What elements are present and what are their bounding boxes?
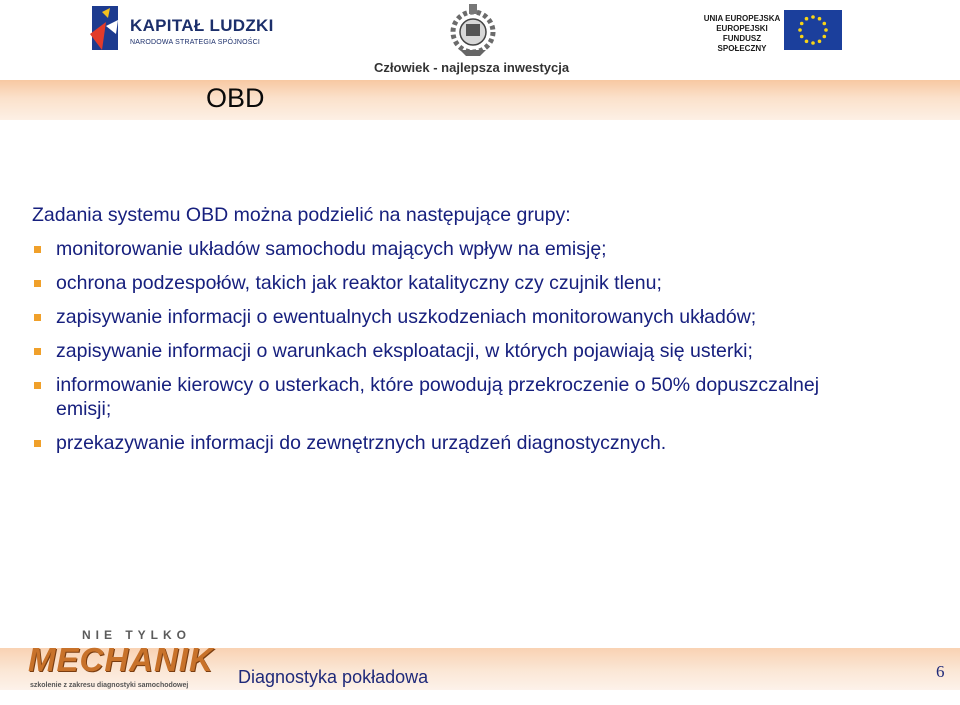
kapital-ludzki-emblem-icon — [88, 4, 124, 54]
list-item-text: przekazywanie informacji do zewnętrznych urządzeń diagnostycznych. — [56, 432, 667, 454]
list-item — [32, 373, 856, 421]
footer-title: Diagnostyka pokładowa — [238, 667, 429, 687]
list-item-text: monitorowanie układów samochodu mających wpływ na emisję; — [56, 238, 607, 260]
kapital-ludzki-logo — [88, 4, 274, 56]
list-item — [32, 431, 932, 455]
eu-line-1: UNIA EUROPEJSKA — [703, 14, 781, 23]
square-bullet-icon — [34, 280, 41, 287]
page-number: 6 — [936, 662, 945, 681]
list-item-text: ochrona podzespołów, takich jak reaktor katalityczny czy czujnik tlenu; — [56, 272, 662, 294]
list-item-text: zapisywanie informacji o ewentualnych uszkodzeniach monitorowanych układów; — [56, 306, 757, 328]
bullet-list — [32, 237, 932, 465]
square-bullet-icon — [34, 440, 41, 447]
slide-title: OBD — [206, 83, 265, 113]
square-bullet-icon — [34, 314, 41, 321]
square-bullet-icon — [34, 348, 41, 355]
intro-text: Zadania systemu OBD można podzielić na następujące grupy: — [32, 204, 571, 226]
list-item — [32, 339, 932, 363]
list-item-text: informowanie kierowcy o usterkach, które powodują przekroczenie o 50% dopuszczalnej emisji; — [56, 374, 820, 420]
logo-main-text: MECHANIK — [28, 641, 214, 678]
kapital-ludzki-subtitle: NARODOWA STRATEGIA SPÓJNOŚCI — [130, 39, 261, 46]
square-bullet-icon — [34, 382, 41, 389]
list-item — [32, 271, 932, 295]
logo-top-text: NIE TYLKO — [82, 628, 192, 642]
list-item — [32, 305, 932, 329]
list-item-text: zapisywanie informacji o warunkach eksploatacji, w których pojawiają się usterki; — [56, 340, 753, 362]
eu-flag-icon — [784, 10, 842, 50]
logo-sub-text: szkolenie z zakresu diagnostyki samochodowej — [30, 682, 189, 689]
eu-line-3: FUNDUSZ SPOŁECZNY — [717, 34, 767, 53]
eu-logo-text — [700, 14, 784, 54]
kapital-ludzki-title: KAPITAŁ LUDZKI — [130, 16, 274, 35]
school-emblem-icon — [440, 2, 506, 58]
eu-line-2: EUROPEJSKI — [716, 24, 768, 33]
title-band — [0, 80, 960, 120]
tagline: Człowiek - najlepsza inwestycja — [374, 60, 570, 75]
nie-tylko-mechanik-logo — [28, 628, 214, 698]
square-bullet-icon — [34, 246, 41, 253]
list-item — [32, 237, 932, 261]
